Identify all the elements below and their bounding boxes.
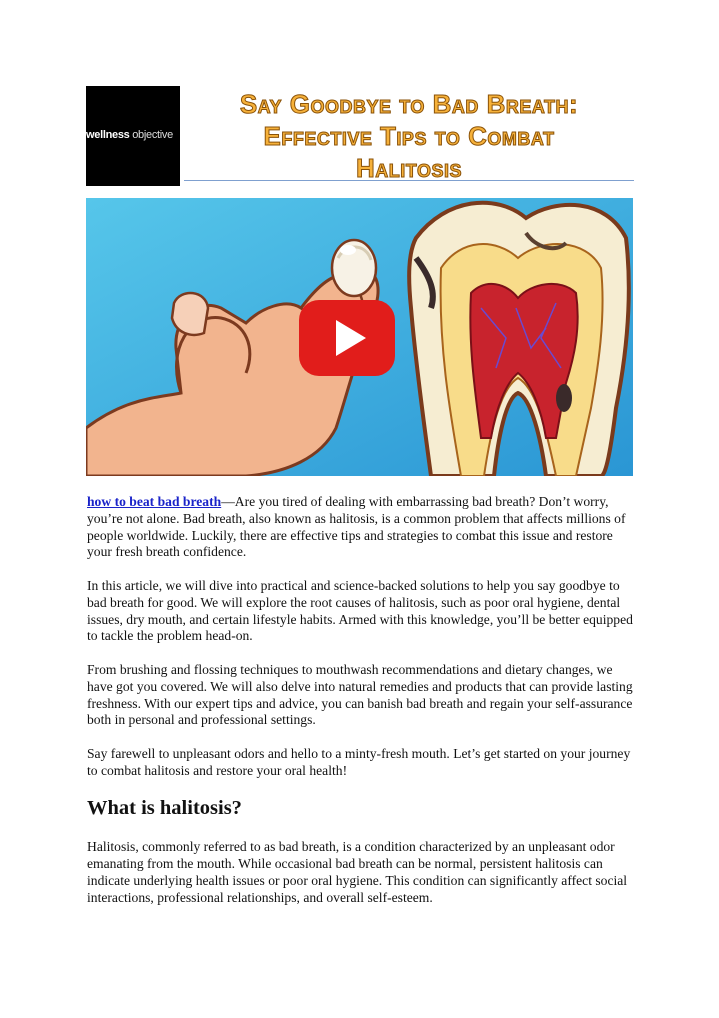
how-to-beat-bad-breath-link[interactable]: how to beat bad breath: [87, 494, 222, 509]
paragraph-2: From brushing and flossing techniques to mouthwash recommendations and dietary changes, we have got you covered. We will also delve into natural remedies and products that can provide lasting freshness. With our expert tips and advice, you can banish bad breath and regain your self-assurance both in personal and professional settings.: [87, 661, 633, 728]
paragraph-3: Say farewell to unpleasant odors and hello to a minty-fresh mouth. Let’s get started on your journey to combat halitosis and restore your oral health!: [87, 745, 631, 778]
intro-dash: —: [221, 494, 235, 509]
intro-paragraph: [87, 494, 635, 561]
brand-logo: [86, 86, 180, 186]
play-button[interactable]: [299, 300, 395, 376]
title-line-3: Halitosis: [356, 153, 462, 183]
logo-text: wellness objective: [86, 129, 173, 141]
section-paragraph: Halitosis, commonly referred to as bad breath, is a condition characterized by an unpleasant odor emanating from the mouth. While occasional bad breath can be normal, persistent halitosis can indicate underlying health issues or poor oral hygiene. This condition can significantly affect social interactions, professional relationships, and overall self-esteem.: [87, 839, 628, 905]
paragraph-1: In this article, we will dive into practical and science-backed solutions to help you say goodbye to bad breath for good. We will explore the root causes of halitosis, such as poor oral hygiene, dental issues, dry mouth, and certain lifestyle habits. Armed with this knowledge, you’ll be better equipped to tackle the problem head-on.: [87, 577, 633, 644]
title-line-2: Effective Tips to Combat: [263, 121, 555, 151]
hero-illustration: [86, 198, 633, 476]
title-divider: [184, 180, 634, 181]
section-heading: What is halitosis?: [87, 797, 242, 820]
hero-video-thumbnail[interactable]: [86, 198, 633, 476]
intro-text: Are you tired of dealing with embarrassing bad breath? Don’t worry, you’re not alone. Bad breath, also known as halitosis, is a common problem that affects millions of people worldwide. Luckily, there are effective tips and strategies to combat this issue and restore your fresh breath confidence.: [87, 494, 626, 560]
article-body: [87, 494, 635, 923]
toothpaste-illustration: [332, 240, 376, 296]
title-line-1: Say Goodbye to Bad Breath:: [239, 89, 579, 119]
page-title: [184, 88, 634, 184]
